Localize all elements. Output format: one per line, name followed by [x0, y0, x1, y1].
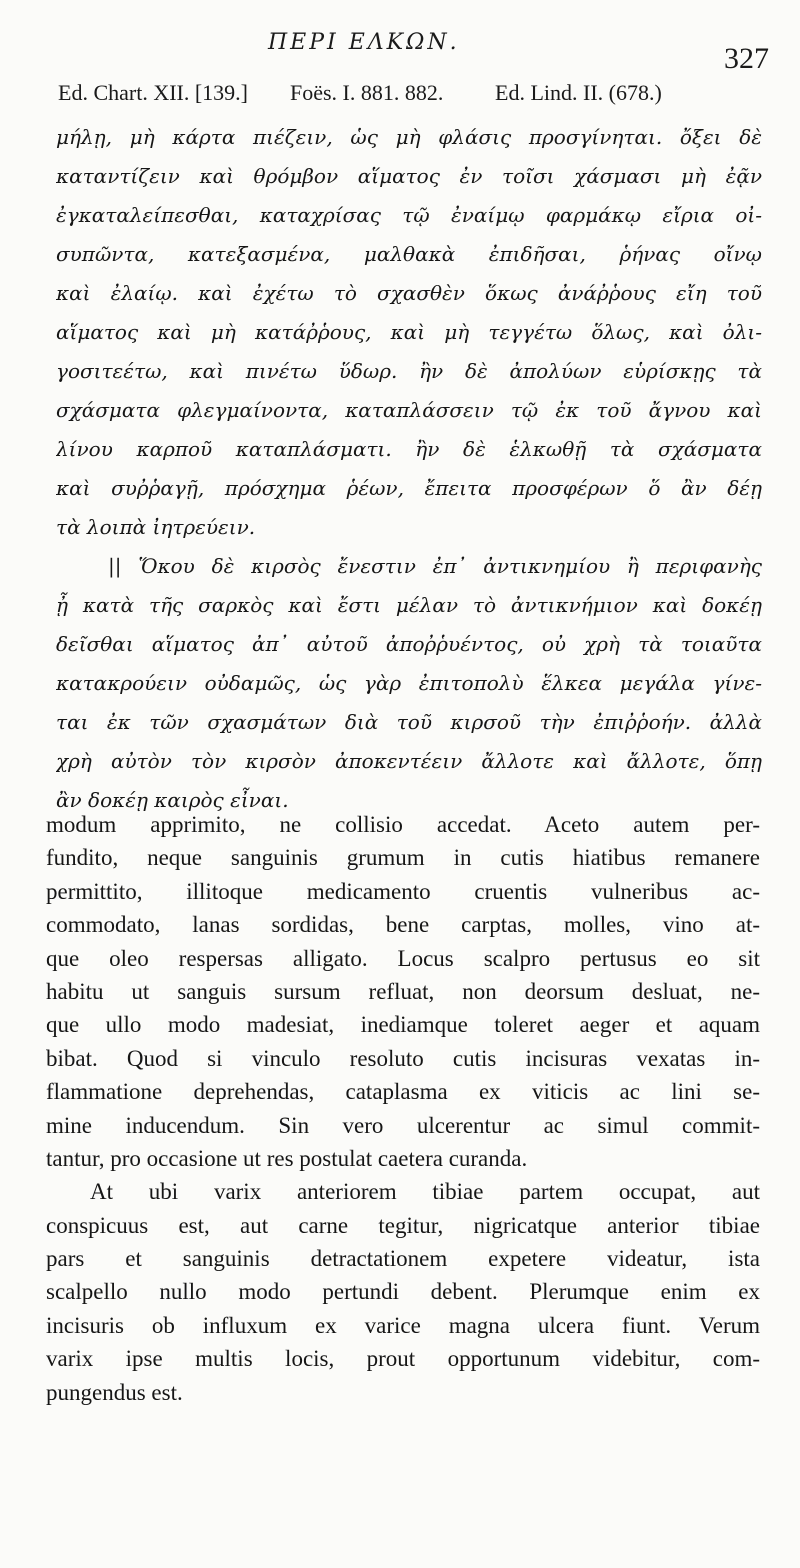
- edition-ref-lind: Ed. Lind. II. (678.): [495, 80, 662, 105]
- page-number: 327: [724, 42, 769, 75]
- greek-text-block: [56, 118, 762, 820]
- greek-line: σχάσματα φλεγμαίνοντα, καταπλάσσειν τῷ ἐκ τοῦ ἄγνου καὶ: [56, 398, 762, 422]
- greek-line: συπῶντα, κατεξασμένα, μαλθακὰ ἐπιδῆσαι, ῥήνας οἴνῳ: [56, 242, 762, 266]
- greek-line: καὶ ἐλαίῳ. καὶ ἐχέτω τὸ σχασθὲν ὅκως ἀνάῤῥους εἴη τοῦ: [56, 281, 762, 305]
- latin-line: incisuris ob influxum ex varice magna ulcera fiunt. Verum: [46, 1312, 760, 1338]
- greek-line: || Ὅκου δὲ κιρσὸς ἔνεστιν ἐπ᾽ ἀντικνημίου ἢ περιφανὴς: [108, 554, 762, 578]
- greek-line: τὰ λοιπὰ ἰητρεύειν.: [56, 515, 256, 539]
- greek-line: δεῖσθαι αἵματος ἀπ᾽ αὐτοῦ ἀποῤῥυέντος, οὐ χρὴ τὰ τοιαῦτα: [56, 632, 762, 656]
- greek-line: ᾖ κατὰ τῆς σαρκὸς καὶ ἔστι μέλαν τὸ ἀντικνήμιον καὶ δοκέῃ: [56, 593, 762, 617]
- running-title: ΠΕΡΙ ΕΛΚΩΝ.: [268, 30, 460, 55]
- greek-line: καταντίζειν καὶ θρόμβον αἵματος ἐν τοῖσι χάσμασι μὴ ἐᾷν: [56, 164, 762, 188]
- latin-line: pars et sanguinis detractationem expetere videatur, ista: [46, 1246, 760, 1272]
- latin-line: que oleo respersas alligato. Locus scalpro pertusus eo sit: [46, 945, 760, 971]
- edition-references: [58, 80, 788, 106]
- latin-line: modum apprimito, ne collisio accedat. Aceto autem per-: [46, 812, 760, 837]
- latin-line: permittito, illitoque medicamento cruentis vulneribus ac-: [46, 878, 760, 904]
- greek-line: χρὴ αὐτὸν τὸν κιρσὸν ἀποκεντέειν ἄλλοτε καὶ ἄλλοτε, ὅπῃ: [56, 749, 762, 773]
- latin-line: varix ipse multis locis, prout opportunum videbitur, com-: [46, 1346, 760, 1372]
- latin-line: bibat. Quod si vinculo resoluto cutis incisuras vexatas in-: [46, 1045, 760, 1071]
- greek-line: ἐγκαταλείπεσθαι, καταχρίσας τῷ ἐναίμῳ φαρμάκῳ εἴρια οἰ-: [56, 203, 762, 227]
- latin-line: At ubi varix anteriorem tibiae partem occupat, aut: [90, 1179, 760, 1205]
- greek-line: ται ἐκ τῶν σχασμάτων διὰ τοῦ κιρσοῦ τὴν ἐπιῤῥοήν. ἀλλὰ: [56, 710, 762, 734]
- latin-line: commodato, lanas sordidas, bene carptas, molles, vino at-: [46, 912, 760, 938]
- latin-line: mine inducendum. Sin vero ulcerentur ac simul commit-: [46, 1112, 760, 1138]
- greek-line: αἵματος καὶ μὴ κατάῤῥους, καὶ μὴ τεγγέτω ὅλως, καὶ ὀλι-: [56, 320, 762, 344]
- latin-line: conspicuus est, aut carne tegitur, nigricatque anterior tibiae: [46, 1212, 760, 1238]
- greek-line: ἂν δοκέῃ καιρὸς εἶναι.: [56, 788, 289, 812]
- latin-line: tantur, pro occasione ut res postulat caetera curanda.: [46, 1145, 528, 1171]
- greek-line: κατακρούειν οὐδαμῶς, ὡς γὰρ ἐπιτοπολὺ ἕλκεα μεγάλα γίνε-: [56, 671, 762, 695]
- greek-line: λίνου καρποῦ καταπλάσματι. ἢν δὲ ἑλκωθῇ τὰ σχάσματα: [56, 437, 762, 461]
- running-head: [0, 30, 800, 75]
- latin-line: que ullo modo madesiat, inediamque toleret aeger et aquam: [46, 1012, 760, 1038]
- latin-text-block: [46, 808, 760, 1409]
- edition-ref-chart: Ed. Chart. XII. [139.]: [58, 80, 249, 105]
- greek-line: γοσιτεέτω, καὶ πινέτω ὕδωρ. ἢν δὲ ἀπολύων εὑρίσκῃς τὰ: [56, 359, 762, 383]
- latin-line: habitu ut sanguis sursum refluat, non deorsum desluat, ne-: [46, 978, 760, 1004]
- latin-line: fundito, neque sanguinis grumum in cutis hiatibus remanere: [46, 845, 760, 871]
- edition-ref-foes: Foës. I. 881. 882.: [290, 80, 444, 105]
- greek-line: μήλῃ, μὴ κάρτα πιέζειν, ὡς μὴ φλάσις προσγίνηται. ὄξει δὲ: [56, 125, 762, 149]
- latin-line: pungendus est.: [46, 1379, 183, 1405]
- greek-line: καὶ συῤῥαγῇ, πρόσχημα ῥέων, ἔπειτα προσφέρων ὅ ἂν δέῃ: [56, 476, 762, 500]
- latin-line: flammatione deprehendas, cataplasma ex viticis ac lini se-: [46, 1079, 760, 1105]
- latin-line: scalpello nullo modo pertundi debent. Plerumque enim ex: [46, 1279, 760, 1305]
